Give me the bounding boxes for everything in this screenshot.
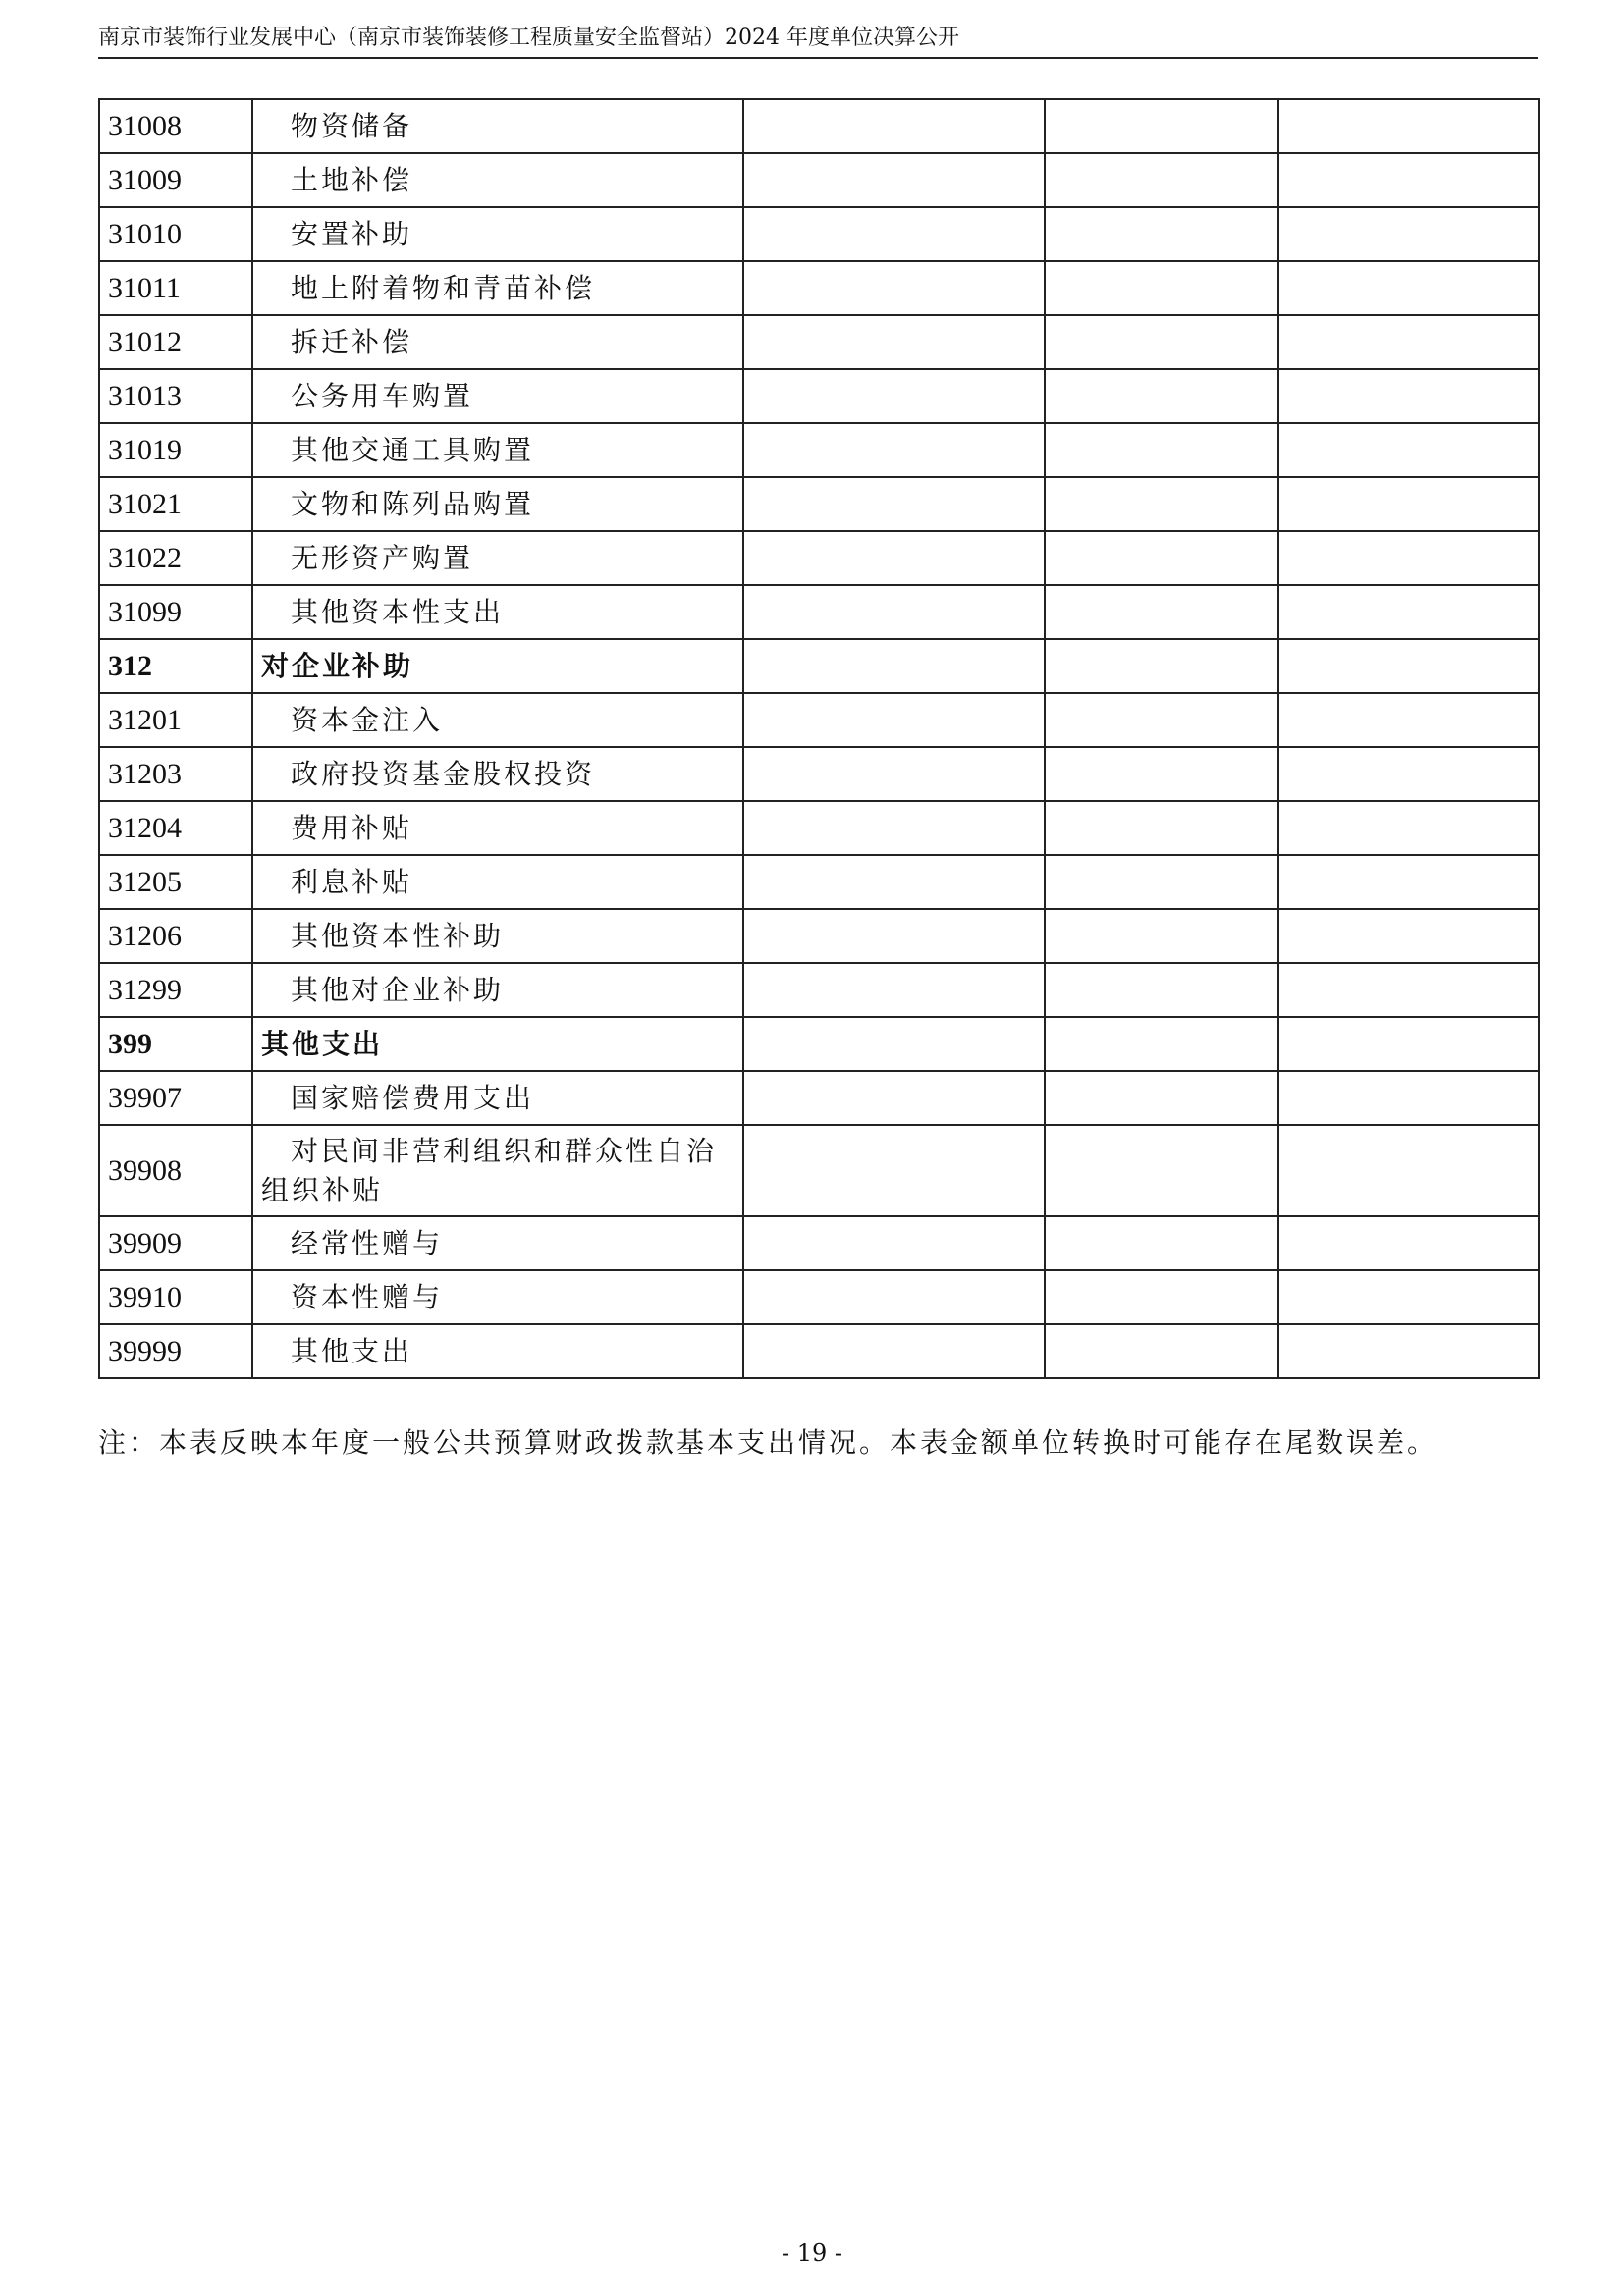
- value-cell-1: [743, 1017, 1045, 1071]
- value-cell-2: [1045, 1270, 1278, 1324]
- row-name-cell: 其他支出: [252, 1324, 743, 1378]
- value-cell-3: [1278, 369, 1539, 423]
- row-code-cell: 31099: [99, 585, 252, 639]
- value-cell-1: [743, 909, 1045, 963]
- value-cell-3: [1278, 207, 1539, 261]
- row-name-cell: 无形资产购置: [252, 531, 743, 585]
- table-row: [99, 909, 1539, 963]
- value-cell-3: [1278, 1125, 1539, 1216]
- row-name-cell: 土地补偿: [252, 153, 743, 207]
- value-cell-1: [743, 99, 1045, 153]
- value-cell-3: [1278, 315, 1539, 369]
- table-row: [99, 801, 1539, 855]
- value-cell-1: [743, 261, 1045, 315]
- row-name-cell: 地上附着物和青苗补偿: [252, 261, 743, 315]
- value-cell-3: [1278, 747, 1539, 801]
- table-row: [99, 1270, 1539, 1324]
- row-code-cell: 399: [99, 1017, 252, 1071]
- row-name-cell: 经常性赠与: [252, 1216, 743, 1270]
- value-cell-1: [743, 1324, 1045, 1378]
- value-cell-3: [1278, 909, 1539, 963]
- row-code-cell: 312: [99, 639, 252, 693]
- value-cell-1: [743, 639, 1045, 693]
- table-row: [99, 693, 1539, 747]
- expenditure-table-container: [98, 98, 1538, 1379]
- value-cell-1: [743, 1270, 1045, 1324]
- table-row: [99, 153, 1539, 207]
- value-cell-2: [1045, 1125, 1278, 1216]
- row-code-cell: 31201: [99, 693, 252, 747]
- value-cell-3: [1278, 639, 1539, 693]
- table-row: [99, 1071, 1539, 1125]
- row-code-cell: 31206: [99, 909, 252, 963]
- table-row: [99, 585, 1539, 639]
- value-cell-1: [743, 1125, 1045, 1216]
- value-cell-1: [743, 747, 1045, 801]
- row-name-cell: 其他资本性支出: [252, 585, 743, 639]
- row-name-cell: 对企业补助: [252, 639, 743, 693]
- page-number: - 19 -: [781, 2239, 842, 2267]
- row-name-cell: 利息补贴: [252, 855, 743, 909]
- value-cell-3: [1278, 153, 1539, 207]
- table-row: [99, 855, 1539, 909]
- value-cell-3: [1278, 261, 1539, 315]
- row-code-cell: 31205: [99, 855, 252, 909]
- row-code-cell: 31022: [99, 531, 252, 585]
- value-cell-3: [1278, 1324, 1539, 1378]
- table-row: [99, 315, 1539, 369]
- value-cell-2: [1045, 99, 1278, 153]
- row-code-cell: 31010: [99, 207, 252, 261]
- table-note: 注：本表反映本年度一般公共预算财政拨款基本支出情况。本表金额单位转换时可能存在尾数误差。: [98, 1426, 1438, 1459]
- value-cell-3: [1278, 1270, 1539, 1324]
- value-cell-3: [1278, 1216, 1539, 1270]
- row-code-cell: 31008: [99, 99, 252, 153]
- table-row: [99, 99, 1539, 153]
- value-cell-2: [1045, 477, 1278, 531]
- row-name-cell: 安置补助: [252, 207, 743, 261]
- value-cell-3: [1278, 963, 1539, 1017]
- value-cell-1: [743, 207, 1045, 261]
- value-cell-1: [743, 1216, 1045, 1270]
- value-cell-1: [743, 315, 1045, 369]
- value-cell-1: [743, 963, 1045, 1017]
- value-cell-3: [1278, 855, 1539, 909]
- value-cell-3: [1278, 1017, 1539, 1071]
- row-code-cell: 39907: [99, 1071, 252, 1125]
- row-name-cell: 对民间非营利组织和群众性自治组织补贴: [252, 1125, 743, 1216]
- value-cell-1: [743, 855, 1045, 909]
- value-cell-2: [1045, 315, 1278, 369]
- value-cell-2: [1045, 207, 1278, 261]
- value-cell-2: [1045, 1324, 1278, 1378]
- value-cell-2: [1045, 639, 1278, 693]
- value-cell-3: [1278, 477, 1539, 531]
- row-name-cell: 物资储备: [252, 99, 743, 153]
- row-name-cell: 拆迁补偿: [252, 315, 743, 369]
- row-code-cell: 39999: [99, 1324, 252, 1378]
- table-row: [99, 1125, 1539, 1216]
- row-name-cell: 公务用车购置: [252, 369, 743, 423]
- value-cell-2: [1045, 153, 1278, 207]
- table-row: [99, 1216, 1539, 1270]
- row-code-cell: 31299: [99, 963, 252, 1017]
- row-code-cell: 31013: [99, 369, 252, 423]
- value-cell-1: [743, 369, 1045, 423]
- row-code-cell: 31012: [99, 315, 252, 369]
- value-cell-1: [743, 801, 1045, 855]
- table-row: [99, 531, 1539, 585]
- value-cell-2: [1045, 747, 1278, 801]
- row-name-cell: 政府投资基金股权投资: [252, 747, 743, 801]
- row-code-cell: 31021: [99, 477, 252, 531]
- category-row: [99, 639, 1539, 693]
- value-cell-3: [1278, 99, 1539, 153]
- table-row: [99, 261, 1539, 315]
- row-code-cell: 39910: [99, 1270, 252, 1324]
- value-cell-2: [1045, 1071, 1278, 1125]
- table-body: [99, 99, 1539, 1378]
- row-name-cell: 文物和陈列品购置: [252, 477, 743, 531]
- row-name-cell: 资本性赠与: [252, 1270, 743, 1324]
- value-cell-2: [1045, 909, 1278, 963]
- row-name-cell: 其他支出: [252, 1017, 743, 1071]
- value-cell-2: [1045, 531, 1278, 585]
- value-cell-1: [743, 1071, 1045, 1125]
- value-cell-2: [1045, 369, 1278, 423]
- row-code-cell: 39909: [99, 1216, 252, 1270]
- table-row: [99, 423, 1539, 477]
- value-cell-1: [743, 531, 1045, 585]
- row-code-cell: 31019: [99, 423, 252, 477]
- expenditure-table: [98, 98, 1540, 1379]
- row-name-cell: 其他交通工具购置: [252, 423, 743, 477]
- value-cell-2: [1045, 261, 1278, 315]
- document-title: 南京市装饰行业发展中心（南京市装饰装修工程质量安全监督站）2024 年度单位决算公开: [98, 26, 959, 50]
- row-code-cell: 31011: [99, 261, 252, 315]
- page-header: [98, 22, 1538, 59]
- value-cell-1: [743, 585, 1045, 639]
- value-cell-3: [1278, 423, 1539, 477]
- value-cell-2: [1045, 1216, 1278, 1270]
- category-row: [99, 1017, 1539, 1071]
- row-code-cell: 39908: [99, 1125, 252, 1216]
- value-cell-2: [1045, 693, 1278, 747]
- value-cell-3: [1278, 693, 1539, 747]
- row-code-cell: 31204: [99, 801, 252, 855]
- row-name-cell: 费用补贴: [252, 801, 743, 855]
- value-cell-1: [743, 423, 1045, 477]
- table-row: [99, 747, 1539, 801]
- table-row: [99, 963, 1539, 1017]
- table-row: [99, 1324, 1539, 1378]
- value-cell-3: [1278, 801, 1539, 855]
- row-name-cell: 其他对企业补助: [252, 963, 743, 1017]
- value-cell-2: [1045, 855, 1278, 909]
- value-cell-2: [1045, 585, 1278, 639]
- value-cell-1: [743, 693, 1045, 747]
- table-row: [99, 477, 1539, 531]
- value-cell-3: [1278, 585, 1539, 639]
- table-row: [99, 369, 1539, 423]
- row-code-cell: 31203: [99, 747, 252, 801]
- value-cell-2: [1045, 423, 1278, 477]
- value-cell-3: [1278, 1071, 1539, 1125]
- table-row: [99, 207, 1539, 261]
- row-name-cell: 资本金注入: [252, 693, 743, 747]
- value-cell-1: [743, 153, 1045, 207]
- value-cell-3: [1278, 531, 1539, 585]
- row-name-cell: 国家赔偿费用支出: [252, 1071, 743, 1125]
- value-cell-1: [743, 477, 1045, 531]
- value-cell-2: [1045, 1017, 1278, 1071]
- value-cell-2: [1045, 963, 1278, 1017]
- row-code-cell: 31009: [99, 153, 252, 207]
- row-name-cell: 其他资本性补助: [252, 909, 743, 963]
- value-cell-2: [1045, 801, 1278, 855]
